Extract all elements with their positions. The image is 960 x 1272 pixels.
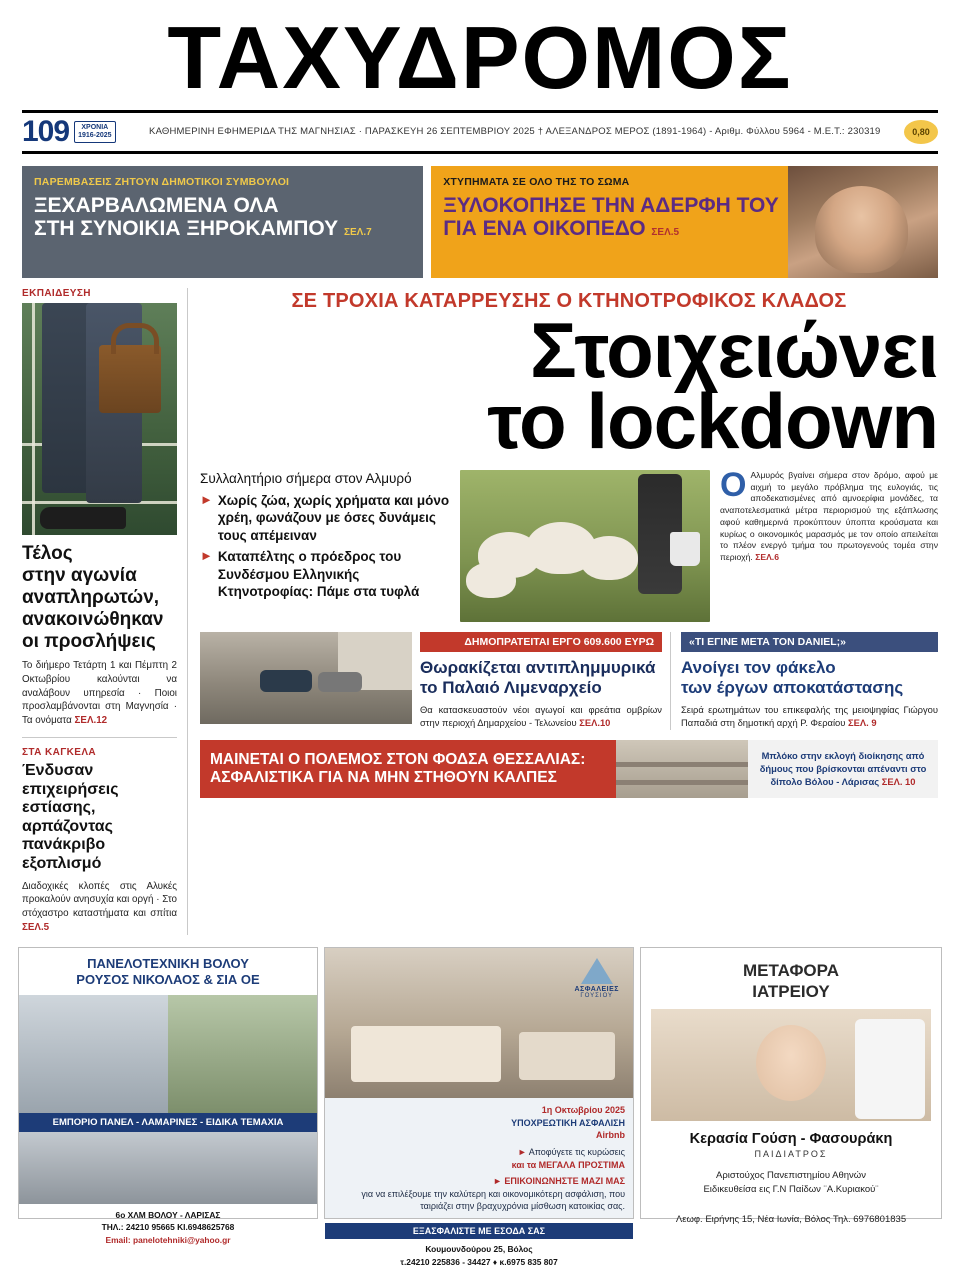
masthead	[0, 0, 960, 107]
headline-line: οι προσλήψεις	[22, 630, 156, 652]
lead-bullet	[200, 548, 450, 601]
ad-phone: τ.24210 225836 - 34427 ♦ κ.6975 835 807	[400, 1256, 558, 1267]
red-banner-text	[200, 740, 616, 798]
anniversary-label: ΧΡΟΝΙΑ	[81, 123, 109, 131]
page-ref: ΣΕΛ.6	[755, 551, 779, 562]
bullet-icon: ►	[200, 548, 213, 564]
story-bar: ΔΗΜΟΠΡΑΤΕΙΤΑΙ ΕΡΓΟ 609.600 ΕΥΡΩ	[420, 632, 662, 652]
section-label-education: ΕΚΠΑΙΔΕΥΣΗ	[22, 287, 91, 299]
lead-photo-sheep	[460, 470, 710, 622]
anniversary-years: 1916-2025	[78, 131, 112, 139]
teaser-item[interactable]	[22, 166, 423, 278]
ad-photo-baby	[651, 1009, 931, 1121]
headline-line: Θωρακίζεται αντιπλημμυρικά	[420, 658, 656, 678]
triangle-logo-icon	[581, 958, 613, 984]
red-banner-photo	[616, 740, 748, 798]
page-ref: ΣΕΛ. 10	[881, 776, 916, 788]
story-body-text: Σειρά ερωτημάτων του επικεφαλής της μειοψηφίας Γιώργου Παπαδιά στη δημοτική αρχή Ρ. Φεραίου	[681, 703, 938, 728]
bullet-icon: ►	[517, 1146, 527, 1157]
lead-bullet-text: Καταπέλτης ο πρόεδρος του Συνδέσμου Ελληνικής Κτηνοτροφίας: Πάμε στα τυφλά	[217, 549, 420, 600]
ad-address: Λεωφ. Ειρήνης 15, Νέα Ιωνία, Βόλος Τηλ. 6976801835	[675, 1214, 907, 1226]
advertisement-row	[18, 947, 942, 1267]
second-story-body	[22, 880, 177, 936]
teaser-headline	[443, 194, 780, 241]
headline-line: αναπληρωτών,	[22, 586, 160, 608]
teaser-photo	[788, 166, 938, 278]
teaser-headline-line1: ΞΥΛΟΚΟΠΗΣΕ ΤΗΝ ΑΔΕΡΦΗ ΤΟΥ	[443, 193, 779, 217]
lead-bullet-text: Χωρίς ζώα, χωρίς χρήματα και μόνο χρέη, φωνάζουν με όσες δυνάμεις τους απέμειναν	[217, 492, 450, 543]
ad-bullet-text: για να επιλέξουμε την καλύτερη και οικονομικότερη ασφάλιση, που ταιριάζει στην βραχυχρόνια μίσθωση κατοικίας σας.	[361, 1188, 625, 1212]
ad-contact	[19, 1204, 317, 1252]
anniversary-badge	[22, 115, 126, 149]
ad-brand: Airbnb	[596, 1130, 625, 1141]
story-photo-block	[200, 632, 412, 730]
lead-headline-line2: το lockdown	[487, 377, 938, 466]
headline-line: Ένδυσαν	[22, 762, 94, 780]
ad-date: 1η Οκτωβρίου 2025	[541, 1105, 625, 1116]
teaser-headline-line2: ΓΙΑ ΕΝΑ ΟΙΚΟΠΕΔΟ	[443, 217, 646, 241]
ad-address: Κουμουνδούρου 25, Βόλος	[425, 1243, 533, 1254]
education-body	[22, 659, 177, 729]
education-headline	[22, 543, 177, 653]
ad-photo-room	[325, 948, 633, 1098]
divider	[22, 737, 177, 738]
issue-info: ΚΑΘΗΜΕΡΙΝΗ ΕΦΗΜΕΡΙΔΑ ΤΗΣ ΜΑΓΝΗΣΙΑΣ · ΠΑΡΑΣΚΕΥΗ 26 ΣΕΠΤΕΜΒΡΙΟΥ 2025 † ΑΛΕΞΑΝΔΡΟΣ ΜΕΡΟΣ (1891-1964) - Αριθμ. Φύλλου 5964 - Μ.Ε.Τ.: 230319	[149, 126, 881, 138]
headline-line: ανακοινώθηκαν	[22, 608, 164, 630]
ad-asfaleies-gousiou[interactable]	[324, 947, 634, 1267]
education-body-text: Το διήμερο Τετάρτη 1 και Πέμπτη 2 Οκτωβρίου καλούνται να αναλάβουν υπηρεσία · Ποιοι προσλαμβάνονται στη Μαγνησία · Τα ονόματα	[22, 659, 177, 727]
ad-bullet-title: Αποφύγετε τις κυρώσεις	[528, 1146, 625, 1157]
red-banner-side-text: Μπλόκο στην εκλογή διοίκησης από δήμους που βρίσκονται απέναντι στο δίπολο Βόλου - Λάρισας	[759, 750, 927, 788]
lead-sidebar-body: Αλμυρός βγαίνει σήμερα στον δρόμο, αφού με αιχμή το μεγάλο πρόβλημα της ευλογιάς, τις αποδεκατισμένες από αμνοερίφια μονάδες, τα αναποτελεσματικά μέτρα περιορισμού της εξάπλωσης αφού καθημερινά προκύπτουν ύποπτα κρούσματα και κυρίως ο οικονομικός μαρασμός με τον οποίο απειλείται το πλέον ενεργό τμήμα του πρωτογενούς τομέα στην περιοχή.	[720, 470, 938, 562]
story-body	[681, 704, 938, 730]
story-body-text: Θα κατασκευαστούν νέοι αγωγοί και φρεάτια ομβρίων στην περιοχή Δημαρχείου - Τελωνείου	[420, 703, 662, 728]
ad-contact	[325, 1239, 633, 1272]
ad-title-line: ΡΟΥΣΟΣ ΝΙΚΟΛΑΟΣ & ΣΙΑ ΟΕ	[76, 972, 260, 988]
second-story-headline	[22, 762, 177, 873]
story-photo	[200, 632, 412, 724]
ad-logo	[574, 958, 619, 999]
ad-credential: Ειδικευθείσα εις Γ.Ν Παίδων ¨Α.Κυριακού¨	[703, 1184, 879, 1196]
ad-title-line: ΜΕΤΑΦΟΡΑ	[743, 961, 839, 981]
lead-body	[200, 466, 938, 622]
section-label-kagkela: ΣΤΑ ΚΑΓΚΕΛΑ	[22, 747, 97, 759]
teaser-kicker: ΧΤΥΠΗΜΑΤΑ ΣΕ ΟΛΟ ΤΗΣ ΤΟ ΣΩΜΑ	[443, 175, 630, 188]
story-item[interactable]	[670, 632, 938, 730]
red-banner-line1: ΜΑΙΝΕΤΑΙ Ο ΠΟΛΕΜΟΣ ΣΤΟΝ ΦΟΔΣΑ ΘΕΣΣΑΛΙΑΣ:	[210, 750, 586, 768]
story-headline	[420, 658, 662, 698]
dropcap: Ο	[720, 466, 747, 505]
lead-kicker: ΣΕ ΤΡΟΧΙΑ ΚΑΤΑΡΡΕΥΣΗΣ Ο ΚΤΗΝΟΤΡΟΦΙΚΟΣ ΚΛΑΔΟΣ	[291, 289, 847, 312]
story-item[interactable]	[420, 632, 662, 730]
ad-pediatrician[interactable]	[640, 947, 942, 1226]
bullet-icon: ►	[492, 1176, 502, 1187]
teaser-kicker: ΠΑΡΕΜΒΑΣΕΙΣ ΖΗΤΟΥΝ ΔΗΜΟΤΙΚΟΙ ΣΥΜΒΟΥΛΟΙ	[34, 175, 290, 188]
ad-band: ΕΜΠΟΡΙΟ ΠΑΝΕΛ - ΛΑΜΑΡΙΝΕΣ - ΕΙΔΙΚΑ ΤΕΜΑΧΙΑ	[19, 1113, 317, 1132]
newspaper-title: ΤΑΧΥΔΡΟΜΟΣ	[167, 8, 793, 107]
right-column	[188, 288, 938, 936]
teaser-headline-line2: ΣΤΗ ΣΥΝΟΙΚΙΑ ΞΗΡΟΚΑΜΠΟΥ	[34, 217, 339, 241]
anniversary-number: 109	[22, 114, 70, 148]
ad-credential: Αριστούχος Πανεπιστημίου Αθηνών	[716, 1169, 866, 1181]
ad-doctor-name: Κερασία Γούση - Φασουράκη	[689, 1130, 893, 1147]
ad-images	[19, 995, 317, 1113]
teaser-item[interactable]	[431, 166, 938, 278]
ad-panelotechniki[interactable]	[18, 947, 318, 1245]
ad-band: ΕΞΑΣΦΑΛΙΣΤΕ ΜΕ ΕΣΟΔΑ ΣΑΣ	[325, 1223, 633, 1239]
main-content	[22, 288, 938, 936]
ad-bullet-text: και τα ΜΕΓΑΛΑ ΠΡΟΣΤΙΜΑ	[511, 1159, 625, 1170]
price-badge: 0,80	[904, 120, 938, 144]
ad-headline: ΥΠΟΧΡΕΩΤΙΚΗ ΑΣΦΑΛΙΣΗ	[511, 1117, 625, 1128]
education-photo	[22, 303, 177, 535]
ad-address: 6ο ΧΛΜ ΒΟΛΟΥ - ΛΑΡΙΣΑΣ	[115, 1209, 221, 1220]
headline-line: επιχειρήσεις	[22, 780, 119, 798]
anniversary-text	[74, 121, 115, 143]
secondary-stories-row	[200, 632, 938, 730]
left-column	[22, 288, 188, 936]
lead-bullet	[200, 492, 450, 545]
red-banner-line2: ΑΣΦΑΛΙΣΤΙΚΑ ΓΙΑ ΝΑ ΜΗΝ ΣΤΗΘΟΥΝ ΚΑΛΠΕΣ	[210, 768, 557, 786]
story-body	[420, 704, 662, 730]
lead-sidebar-text	[720, 466, 938, 622]
ad-image-bottom	[19, 1132, 317, 1204]
teaser-page-ref: ΣΕΛ.5	[651, 227, 680, 239]
ad-body	[325, 1098, 633, 1219]
headline-line: Τέλος	[22, 542, 73, 564]
teaser-headline	[34, 194, 411, 241]
ad-title	[19, 948, 317, 995]
story-headline	[681, 658, 938, 698]
headline-line: το Παλαιό Λιμεναρχείο	[420, 677, 602, 697]
page-ref: ΣΕΛ.10	[579, 716, 611, 728]
page-ref: ΣΕΛ.5	[22, 922, 50, 934]
ad-bullet-title: ΕΠΙΚΟΙΝΩΝΗΣΤΕ ΜΑΖΙ ΜΑΣ	[504, 1176, 625, 1187]
lead-headline-line1: Στοιχειώνει	[530, 305, 938, 394]
ad-phone: ΤΗΛ.: 24210 95665 ΚΙ.6948625768	[101, 1222, 235, 1233]
ad-email[interactable]: Email: panelotehniki@yahoo.gr	[105, 1234, 231, 1245]
ad-doctor-specialty: ΠΑΙΔΙΑΤΡΟΣ	[754, 1148, 828, 1159]
lead-summary	[200, 470, 450, 622]
headline-line: στην αγωνία	[22, 564, 137, 586]
headline-line: πανάκριβο εξοπλισμό	[22, 836, 106, 873]
teaser-headline-line1: ΞΕΧΑΡΒΑΛΩΜΕΝΑ ΟΛΑ	[34, 193, 279, 217]
lead-intro: Συλλαλητήριο σήμερα στον Αλμυρό	[200, 471, 412, 487]
ad-logo-line2: ΓΟΥΣΙΟΥ	[580, 993, 614, 1000]
headline-line: των έργων αποκατάστασης	[681, 677, 904, 697]
masthead-infobar	[22, 113, 938, 154]
story-bar: «ΤΙ ΕΓΙΝΕ ΜΕΤΑ ΤΟΝ DANIEL;»	[681, 632, 938, 652]
bullet-icon: ►	[200, 491, 213, 507]
page-ref: ΣΕΛ. 9	[848, 716, 877, 728]
second-story-body-text: Διαδοχικές κλοπές στις Αλυκές προκαλούν ανησυχία και οργή · Στο στόχαστρο καταστήματα και σπίτια	[22, 880, 177, 920]
headline-line: Ανοίγει τον φάκελο	[681, 658, 836, 678]
ad-title-line: ΠΑΝΕΛΟΤΕΧΝΙΚΗ ΒΟΛΟΥ	[87, 956, 249, 972]
ad-logo-line1: ΑΣΦΑΛΕΙΕΣ	[574, 986, 619, 994]
teaser-page-ref: ΣΕΛ.7	[344, 227, 372, 239]
red-banner[interactable]	[200, 740, 938, 798]
lead-headline	[200, 305, 938, 466]
teaser-row	[22, 166, 938, 278]
ad-credentials	[641, 1169, 941, 1198]
ad-title-line: ΙΑΤΡΕΙΟΥ	[752, 982, 830, 1002]
page-ref: ΣΕΛ.12	[74, 715, 108, 727]
headline-line: εστίασης, αρπάζοντας	[22, 799, 113, 835]
ad-title	[641, 948, 941, 1009]
red-banner-side	[748, 740, 938, 798]
